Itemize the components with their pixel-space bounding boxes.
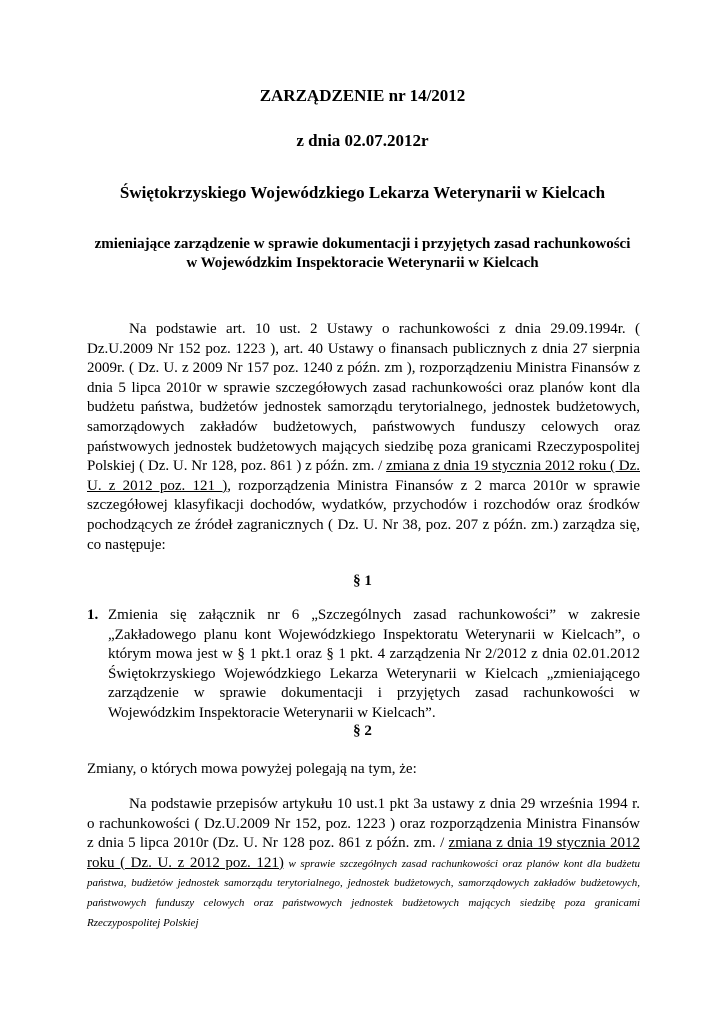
list-item-text: Zmienia się załącznik nr 6 „Szczególnych zasad rachunkowości” w zakresie „Zakładowego planu kont Wojewódzkiego Inspektoratu Weterynarii w Kielcach”, o którym mowa jest w § 1 pkt.1 oraz § 1 pkt. 4 zarządzenia Nr 2/2012 z dnia 02.01.2012 Świętokrzyskiego Wojewódzkiego Lekarza Weterynarii w Kielcach „zmieniającego zarządzenie w sprawie dokumentacji i przyjętych zasad rachunkowości w Wojewódzkim Inspektoracie Weterynarii w Kielcach”.	[108, 607, 640, 721]
preamble-text-b: , rozporządzenia Ministra Finansów z 2 marca 2010r w sprawie szczegółowej klasyfikacji dochodów, wydatków, przychodów i rozchodów oraz środków pochodzących ze źródeł zagranicznych ( Dz. U. Nr 38, poz. 207 z późn. zm.) zarządza się, co następuje:	[87, 477, 640, 553]
section-2-italic-text: w sprawie szczegółnych zasad rachunkowości oraz planów kont dla budżetu państwa, budżetów jednostek samorządu terytorialnego, jednostek budżetowych, samorządowych zakładów budżetowych, państwowych funduszy celowych oraz państwowych jednostek budżetowych mających siedzibę poza granicami Rzeczypospolitej Polskiej	[87, 857, 641, 929]
section-2-heading: § 2	[353, 723, 372, 739]
section-1-heading: § 1	[353, 573, 372, 589]
subject-line-1: zmieniające zarządzenie w sprawie dokumentacji i przyjętych zasad rachunkowości	[94, 236, 631, 252]
section-2-text-a: Na podstawie przepisów artykułu 10 ust.1 pkt 3a ustawy z dnia 29 września 1994 r. o rachunkowości ( Dz.U.2009 Nr 152, poz. 1223 ) oraz rozporządzenia Ministra Finansów z dnia 5 lipca 2010r (Dz. U. Nr 128 poz. 861 z późn. zm. /	[87, 796, 640, 852]
section-1-list	[87, 606, 640, 724]
preamble-paragraph	[87, 320, 640, 555]
document-title: ZARZĄDZENIE nr 14/2012	[259, 86, 466, 105]
list-item-number: 1.	[87, 607, 99, 623]
document-date: z dnia 02.07.2012r	[296, 131, 429, 150]
document-subject	[0, 235, 725, 273]
section-2-intro: Zmiany, o których mowa powyżej polegają na tym, że:	[87, 761, 417, 777]
preamble-text-a: Na podstawie art. 10 ust. 2 Ustawy o rachunkowości z dnia 29.09.1994r. ( Dz.U.2009 Nr 152 poz. 1223 ), art. 40 Ustawy o finansach publicznych z dnia 27 sierpnia 2009r. ( Dz. U. z 2009 Nr 157 poz. 1240 z późn. zm ), rozporządzeniu Ministra Finansów z dnia 5 lipca 2010r w sprawie szczegółowych zasad rachunkowości oraz planów kont dla budżetu państwa, budżetów jednostek samorządu terytorialnego, jednostek budżetowych, samorządowych zakładów budżetowych, państwowych funduszy celowych oraz państwowych jednostek budżetowych mających siedzibę poza granicami Rzeczypospolitej Polskiej ( Dz. U. Nr 128, poz. 861 ) z późn. zm. /	[87, 321, 640, 475]
section-2-paragraph	[87, 795, 640, 932]
document-issuer: Świętokrzyskiego Wojewódzkiego Lekarza Weterynarii w Kielcach	[119, 183, 606, 202]
subject-line-2: w Wojewódzkim Inspektoracie Weterynarii w Kielcach	[186, 255, 539, 271]
preamble-amendment-reference: zmiana z dnia 19 stycznia 2012 roku ( Dz. U. z 2012 poz. 121 )	[87, 458, 640, 494]
section-2-amendment-reference: zmiana z dnia 19 stycznia 2012 roku ( Dz. U. z 2012 poz. 121)	[87, 835, 640, 871]
